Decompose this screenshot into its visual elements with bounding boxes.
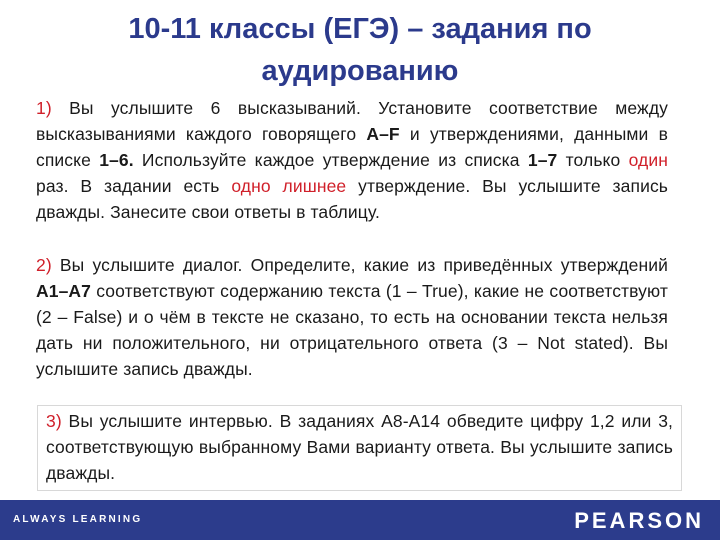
task-2-number: 2) (36, 255, 52, 275)
task-1-bold-range-statements: 1–7 (527, 150, 558, 170)
task-3-text (37, 405, 682, 491)
footer-slogan: ALWAYS LEARNING (13, 514, 143, 525)
task-3-number: 3) (46, 411, 62, 431)
task-1-text-part: Вы услышите 6 высказываний. Установите соответствие между высказываниями каждого говорящего (36, 98, 668, 144)
task-1-bold-range-speakers: A–F (366, 124, 400, 144)
task-2-text (28, 250, 676, 384)
task-1-text-part: раз. В задании есть (36, 176, 232, 196)
task-1-text-part: утверждение. Вы услышите запись дважды. Занесите свои ответы в таблицу. (36, 176, 669, 222)
task-2-text-part: соответствуют содержанию текста (1 – True), какие не соответствуют (2 – False) и о чём в тексте не сказано, то есть на основании текста нельзя дать ни положительного, ни отрицательного ответа (3 – Not stated). Вы услышите запись дважды. (36, 281, 668, 379)
task-1-highlight-extra: одно лишнее (231, 176, 347, 196)
task-3-text-part: Вы услышите интервью. В заданиях А8-А14 обведите цифру 1,2 или 3, соответствующую выбранному Вами варианту ответа. Вы услышите запись дважды. (46, 411, 673, 483)
task-1-text-part: Используйте каждое утверждение из списка (133, 150, 528, 170)
page-title: 10-11 классы (ЕГЭ) – задания по аудированию (128, 13, 592, 87)
task-1-text (28, 93, 676, 227)
task-1-text-part: и утверждениями, данными в списке (36, 124, 668, 170)
pearson-logo: PEARSON (574, 508, 704, 533)
task-2-bold-range: А1–А7 (36, 281, 91, 301)
task-1-number: 1) (36, 98, 52, 118)
task-2-text-part: Вы услышите диалог. Определите, какие из приведённых утверждений (51, 255, 668, 275)
task-1-highlight-once: один (628, 150, 668, 170)
task-1-text-part: только (557, 150, 629, 170)
footer-bar (0, 500, 720, 540)
task-1-bold-range-list: 1–6. (99, 150, 134, 170)
